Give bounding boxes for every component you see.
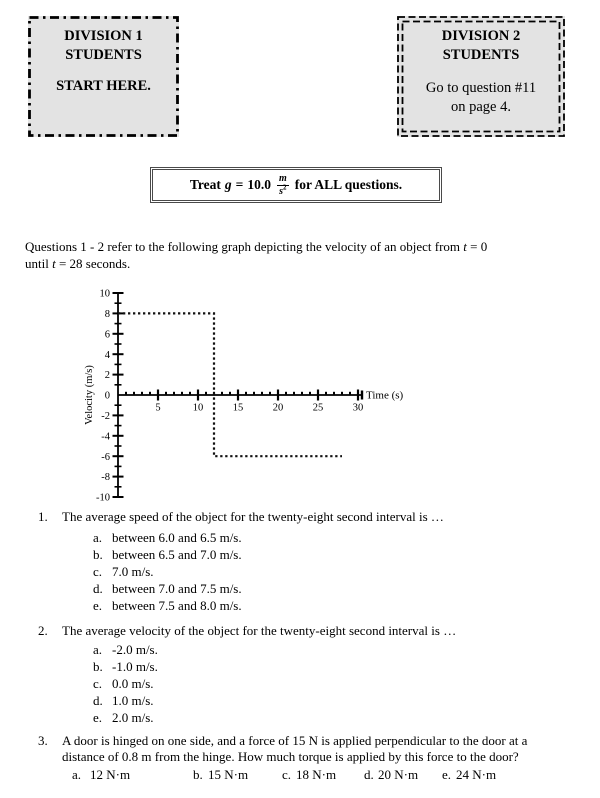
question-2-number: 2. — [38, 623, 48, 638]
question-3-text-line2: distance of 0.8 m from the hinge. How much torque is applied by this force to the door? — [62, 749, 519, 764]
division1-action: START HERE. — [56, 78, 151, 94]
division2-box — [397, 16, 565, 137]
y-tick-label: 10 — [99, 288, 110, 300]
velocity-line — [118, 313, 342, 456]
g-units-fraction — [277, 174, 289, 197]
q3-option-d-text: 20 N·m — [378, 767, 419, 782]
y-tick-label: -10 — [96, 492, 110, 504]
y-axis-title: Velocity (m/s) — [84, 365, 95, 425]
division2-action-line2: on page 4. — [451, 99, 511, 115]
gravity-banner — [150, 167, 442, 203]
question-1-number: 1. — [38, 509, 48, 524]
x-tick-label: 20 — [272, 402, 284, 414]
worksheet-page: DIVISION 1 STUDENTS START HERE. DIVISION 2 STUDENTS Go to question #11 on page 4. Treat g = 10.0 $\frac{m}{s^2}$ for ALL questions. Questions 1 - 2 refer to the following graph depicting the velocity of an object from t = 0 until t = 28 seconds. 5 10 15 20 25 30 10 8 6 4 2 0 -2 -4 -6 -8 -10 Time (s) Velocity (m/s) 1. The average speed of the object for the twenty-eight second interval is … a. between 6.0 and 6.5 m/s. b. between 6.5 and 7.0 m/s. c. 7.0 m/s. d. between 7.0 and 7.5 m/s. e. between 7.5 and 8.0 m/s. 2. The average velocity of the object for the twenty-eight second interval is … a. -2.0 m/s. b. -1.0 m/s. c. 0.0 m/s. d. 1.0 m/s. e. 2.0 m/s. 3. A door is hinged on one side, and a force of 15 N is applied perpendicular to the door at a distance of 0.8 m from the hinge. How much torque is applied by this force to the door? a. 12 N·m b. 15 N·m c. 18 N·m d. 20 N·m e. 24 N·m — [0, 0, 600, 798]
fraction-numerator: m — [278, 172, 287, 184]
y-tick-label: 2 — [104, 370, 110, 382]
q3-option-e-letter: e. — [442, 767, 452, 782]
y-tick-label: 6 — [104, 329, 110, 341]
y-tick-label: -8 — [101, 472, 110, 484]
q3-option-c-text: 18 N·m — [296, 767, 337, 782]
q3-option-c-letter: c. — [282, 767, 292, 782]
velocity-time-graph — [80, 285, 460, 507]
y-tick-label: -2 — [101, 411, 110, 422]
x-tick-label: 30 — [352, 402, 364, 414]
division2-title-line2: STUDENTS — [442, 47, 520, 63]
q3-option-b-letter: b. — [193, 767, 203, 782]
question-2-text: The average velocity of the object for the twenty-eight second interval is … — [62, 623, 457, 638]
intro-paragraph — [25, 239, 590, 272]
intro-line1: Questions 1 - 2 refer to the following graph depicting the velocity of an object from t = 0 — [25, 239, 488, 254]
y-tick-label: 4 — [104, 349, 110, 361]
division2-action-line1: Go to question #11 — [425, 80, 537, 96]
y-tick-label: 8 — [104, 309, 110, 320]
q3-option-e-text: 24 N·m — [456, 767, 497, 782]
question-1-text: The average speed of the object for the twenty-eight second interval is … — [62, 509, 444, 524]
y-tick-label: 0 — [104, 390, 110, 402]
division1-title-line2: STUDENTS — [65, 47, 142, 63]
banner-equals: = — [235, 177, 244, 192]
y-tick-label: -4 — [101, 431, 110, 443]
banner-post: for ALL questions. — [294, 177, 403, 192]
intro-line2: until t = 28 seconds. — [25, 255, 131, 271]
q3-option-a-letter: a. — [72, 767, 82, 782]
division1-box — [28, 16, 179, 137]
division1-title-line1: DIVISION 1 — [64, 28, 143, 44]
question-3-number: 3. — [38, 733, 48, 748]
division2-title-line1: DIVISION 2 — [441, 28, 521, 44]
y-tick-label: -6 — [101, 451, 110, 463]
q3-option-b-text: 15 N·m — [208, 767, 249, 782]
x-tick-label: 10 — [192, 402, 204, 414]
x-tick-label: 15 — [232, 402, 244, 414]
fraction-denominator: $s^2$ — [279, 183, 287, 197]
x-axis-title: Time (s) — [366, 389, 404, 402]
q3-option-d-letter: d. — [364, 767, 374, 782]
banner-value: 10.0 — [247, 177, 271, 192]
banner-pre: Treat — [189, 177, 221, 192]
q3-option-a-text: 12 N·m — [90, 767, 131, 782]
x-tick-label: 5 — [155, 402, 161, 414]
question-3-text-line1: A door is hinged on one side, and a force of 15 N is applied perpendicular to the door at a — [62, 733, 528, 748]
x-tick-label: 25 — [312, 402, 324, 414]
g-symbol: g — [224, 177, 232, 192]
